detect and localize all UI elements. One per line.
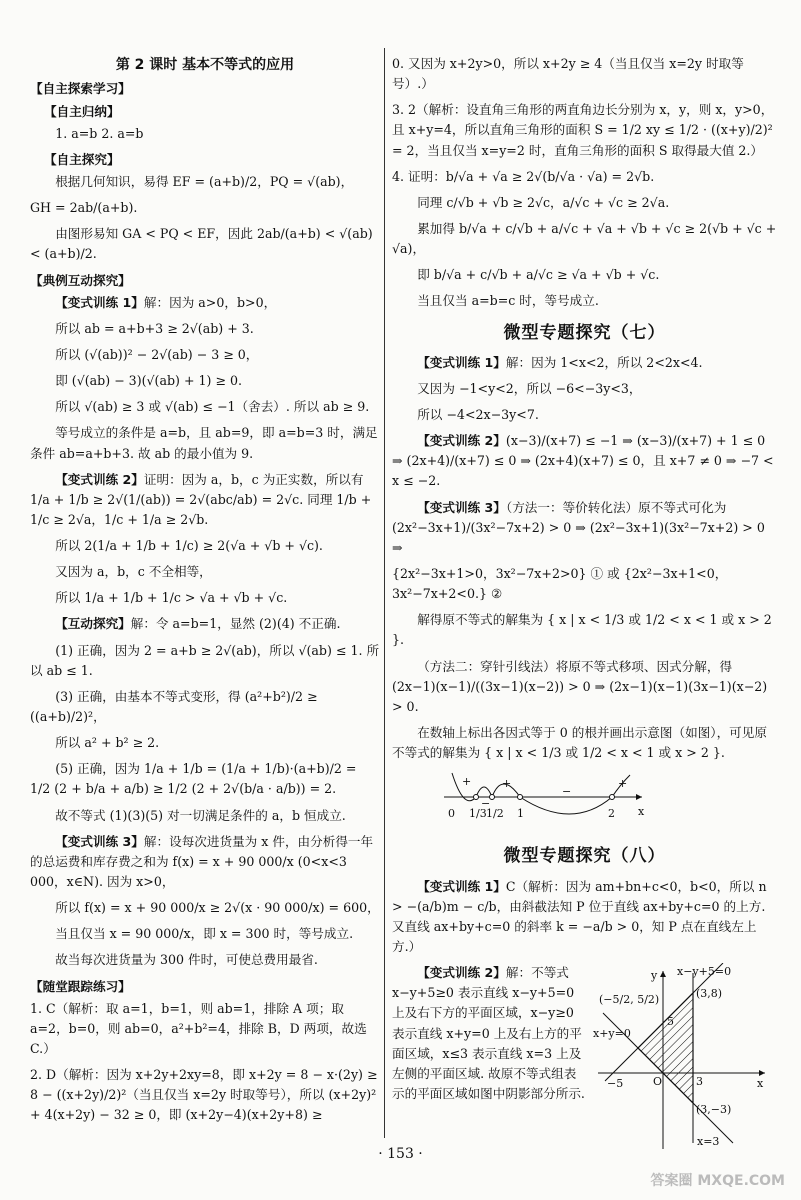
number-line-diagram — [442, 771, 652, 823]
variant3-line-1: 所以 f(x) = x + 90 000/x ≥ 2√(x · 90 000/x) = 600， — [55, 900, 380, 916]
cont-line-1: 3. 2（解析：设直角三角形的两直角边长分别为 x，y，则 x，y>0，且 x+y=4，所以直角三角形的面积 S = 1/2 xy ≤ 1/2 · ((x+y)/2)² = 2，当且仅当 x=y=2 时，直角三角形的面积 S 取得最大值 2.） — [392, 102, 774, 158]
t2-line — [392, 431, 777, 491]
graph-label-line1: x−y+5=0 — [677, 965, 732, 979]
variant2-line-1: 所以 2(1/a + 1/b + 1/c) ≥ 2(√a + √b + √c). — [55, 538, 323, 554]
s2-label: 【变式训练 2】 — [417, 965, 506, 981]
s2-text-block — [392, 963, 587, 1153]
s1-text: C（解析：因为 am+bn+c<0，b<0，所以 n > −(a/b)m − c/b，由斜截法知 P 位于直线 ax+by+c=0 的上方. 又直线 ax+by+c=0 的斜率 k = −a/b > 0，知 P 点在直线左上方.） — [392, 878, 767, 955]
axis-label-3: 1 — [517, 807, 524, 821]
interactive-line-1: (1) 正确，因为 2 = a+b ≥ 2√(ab)，所以 √(ab) ≤ 1. 所以 ab ≤ 1. — [30, 642, 380, 678]
variant3-label: 【变式训练 3】 — [55, 833, 144, 849]
heading-topic-8: 微型专题探究（八） — [503, 846, 666, 867]
graph-label-y: y — [651, 969, 658, 983]
t3-label: 【变式训练 3】 — [417, 499, 506, 515]
graph-label-x: x — [757, 1077, 764, 1091]
t3-line-4: 在数轴上标出各因式等于 0 的根并画出示意图（如图），可见原不等式的解集为 { x | x < 1/3 或 1/2 < x < 1 或 x > 2 }. — [392, 724, 767, 761]
column-divider — [384, 48, 385, 1138]
variant2-line-3: 所以 1/a + 1/b + 1/c > √a + √b + √c. — [55, 590, 288, 606]
t3-line-1: {2x²−3x+1>0，3x²−7x+2>0} ① 或 {2x²−3x+1<0，3x²−7x+2<0.} ② — [392, 566, 728, 602]
section-self-study: 【自主探索学习】 — [30, 81, 131, 97]
svg-text:+: + — [462, 775, 472, 789]
heading-topic-7: 微型专题探究（七） — [503, 322, 666, 343]
graph-label-neg5: −5 — [607, 1077, 624, 1091]
left-column — [30, 54, 380, 1132]
graph-label-3: 3 — [696, 1075, 703, 1089]
variant2-label: 【变式训练 2】 — [55, 471, 144, 487]
variant1-line — [30, 293, 380, 313]
graph-label-5: 5 — [667, 1015, 674, 1029]
subsection-summary: 【自主归纳】 — [44, 103, 120, 119]
summary-answers: 1. a=b 2. a=b — [55, 125, 144, 141]
graph-label-p2: (−5/2, 5/2) — [599, 993, 660, 1007]
t1-line-0: 解：因为 1<x<2，所以 2<2x<4. — [505, 354, 703, 370]
graph-label-origin: O — [653, 1075, 663, 1089]
interactive-line-5: 故不等式 (1)(3)(5) 对一切满足条件的 a，b 恒成立. — [55, 807, 346, 823]
t3-line — [392, 498, 777, 558]
explore-p2: GH = 2ab/(a+b). — [30, 200, 138, 216]
t3-line-2: 解得原不等式的解集为 { x | x < 1/3 或 1/2 < x < 1 或 x > 2 }. — [392, 612, 772, 648]
interactive-line-3: 所以 a² + b² ≥ 2. — [55, 735, 160, 751]
cont-line-0: 0. 又因为 x+2y>0，所以 x+2y ≥ 4（当且仅当 x=2y 时取等号）.） — [392, 56, 744, 92]
variant1-line-1: 所以 ab = a+b+3 ≥ 2√(ab) + 3. — [55, 320, 254, 336]
cont-line-2: 4. 证明：b/√a + √a ≥ 2√(b/√a · √a) = 2√b. — [392, 168, 655, 184]
feasible-region-block — [392, 963, 777, 1153]
interactive-line-0: 解：令 a=b=1，显然 (2)(4) 不正确. — [130, 616, 341, 632]
graph-label-p1: (3,8) — [696, 987, 723, 1001]
t2-label: 【变式训练 2】 — [417, 433, 506, 449]
svg-text:−: − — [562, 785, 572, 799]
variant1-line-4: 所以 √(ab) ≥ 3 或 √(ab) ≤ −1（舍去）. 所以 ab ≥ 9. — [55, 399, 370, 415]
axis-label-4: 2 — [608, 807, 615, 821]
t3-line-3: （方法二：穿针引线法）将原不等式移项、因式分解，得 (2x−1)(x−1)/((3x−1)(x−2)) > 0 ⇒ (2x−1)(x−1)(3x−1)(x−2) > 0. — [392, 658, 768, 714]
section-examples: 【典例互动探究】 — [30, 272, 131, 288]
s1-label: 【变式训练 1】 — [417, 878, 506, 894]
t1-line-2: 所以 −4<2x−3y<7. — [417, 407, 539, 423]
variant2-line-0: 证明：因为 a，b，c 为正实数，所以有 1/a + 1/b ≥ 2√(1/(ab)) = 2√(abc/ab) = 2√c. 同理 1/b + 1/c ≥ 2√a，1/c + 1/a ≥ 2√b. — [30, 471, 372, 527]
feasible-region-graph — [593, 963, 773, 1153]
variant1-line-2: 所以 (√(ab))² − 2√(ab) − 3 ≥ 0， — [55, 346, 259, 362]
variant1-label: 【变式训练 1】 — [55, 294, 144, 310]
t2-text: (x−3)/(x+7) ≤ −1 ⇒ (x−3)/(x+7) + 1 ≤ 0 ⇒ (2x+4)/(x+7) ≤ 0 ⇒ (2x+4)(x+7) ≤ 0，且 x+7 ≠ 0 ⇒ −7 < x ≤ −2. — [392, 433, 774, 489]
graph-label-line2: x+y=0 — [593, 1027, 631, 1041]
variant2-line — [30, 470, 380, 530]
axis-label-2: 1/2 — [486, 807, 504, 821]
interactive-label: 【互动探究】 — [55, 616, 131, 632]
cont-line-6: 当且仅当 a=b=c 时，等号成立. — [417, 293, 599, 309]
t1-line-1: 又因为 −1<y<2，所以 −6<−3y<3， — [417, 380, 642, 396]
cont-line-3: 同理 c/√b + √b ≥ 2√c，a/√c + √c ≥ 2√a. — [417, 194, 670, 210]
exercise-2: 2. D（解析：因为 x+2y+2xy=8，即 x+2y = 8 − x·(2y) ≥ 8 − ((x+2y)/2)²（当且仅当 x=2y 时取等号），所以 (x+2y)² + 4(x+2y) − 32 ≥ 0，即 (x+2y−4)(x+2y+8) ≥ — [30, 1067, 378, 1123]
lesson-title: 第 2 课时 基本不等式的应用 — [115, 57, 295, 73]
axis-label-1: 1/3 — [469, 807, 487, 821]
axis-label-0: 0 — [448, 807, 455, 821]
t1-line — [392, 353, 777, 373]
t3-line-0: （方法一：等价转化法）原不等式可化为 (2x²−3x+1)/(3x²−7x+2) > 0 ⇒ (2x²−3x+1)(3x²−7x+2) > 0 ⇒ — [392, 499, 765, 555]
svg-text:−: − — [481, 797, 491, 811]
explore-p1: 根据几何知识，易得 EF = (a+b)/2，PQ = √(ab)， — [55, 173, 354, 189]
svg-text:+: + — [502, 777, 512, 791]
variant3-line-2: 当且仅当 x = 90 000/x，即 x = 300 时，等号成立. — [55, 926, 354, 942]
variant3-line — [30, 832, 380, 892]
exercise-1: 1. C（解析：取 a=1，b=1，则 ab=1，排除 A 项；取 a=2，b=0，则 ab=0，a²+b²=4，排除 B，D 两项，故选 C.） — [30, 1000, 367, 1057]
s1-line — [392, 877, 777, 958]
axis-label-5: x — [638, 805, 645, 819]
variant3-line-0: 解：设每次进货量为 x 件，由分析得一年的总运费和库存费之和为 f(x) = x + 90 000/x (0<x<3 000，x∈N). 因为 x>0， — [30, 833, 374, 890]
variant2-line-2: 又因为 a，b，c 不全相等， — [55, 564, 212, 580]
variant1-line-5: 等号成立的条件是 a=b，且 ab=9，即 a=b=3 时，满足条件 ab=a+b+3. 故 ab 的最小值为 9. — [30, 425, 378, 461]
page-number: · 153 · — [378, 1146, 423, 1162]
variant1-line-3: 即 (√(ab) − 3)(√(ab) + 1) ≥ 0. — [55, 373, 242, 389]
interactive-line-2: (3) 正确，由基本不等式变形，得 (a²+b²)/2 ≥ ((a+b)/2)²， — [30, 688, 318, 725]
variant1-line-0: 解：因为 a>0，b>0， — [143, 294, 277, 310]
graph-label-line3: x=3 — [697, 1135, 720, 1149]
s2-text: 解：不等式 x−y+5≥0 表示直线 x−y+5=0 上及右下方的平面区域，x−y≥0 表示直线 x+y=0 上及右上方的平面区域，x≤3 表示直线 x=3 上及左侧的平面区域. 故原不等式组表示的平面区域如图中阴影部分所示. — [392, 965, 585, 1101]
interactive-line-4: (5) 正确，因为 1/a + 1/b = (1/a + 1/b)·(a+b)/2 = 1/2 (2 + b/a + a/b) ≥ 1/2 (2 + 2√(b/a · a/b)) = 2. — [30, 761, 357, 797]
variant3-line-3: 故当每次进货量为 300 件时，可使总费用最省. — [55, 952, 318, 968]
watermark: 答案圈 MXQE.COM — [650, 1173, 785, 1189]
graph-label-p3: (3,−3) — [696, 1103, 732, 1117]
explore-p3: 由图形易知 GA < PQ < EF，因此 2ab/(a+b) < √(ab) < (a+b)/2. — [30, 226, 373, 262]
subsection-explore: 【自主探究】 — [44, 151, 120, 167]
cont-line-5: 即 b/√a + c/√b + a/√c ≥ √a + √b + √c. — [417, 267, 660, 283]
t1-label: 【变式训练 1】 — [417, 354, 506, 370]
section-practice: 【随堂跟踪练习】 — [30, 978, 131, 994]
right-column — [392, 54, 777, 1153]
interactive-line — [30, 614, 380, 634]
cont-line-4: 累加得 b/√a + c/√b + a/√c + √a + √b + √c ≥ 2(√b + √c + √a)， — [392, 220, 777, 257]
svg-text:+: + — [618, 777, 628, 791]
